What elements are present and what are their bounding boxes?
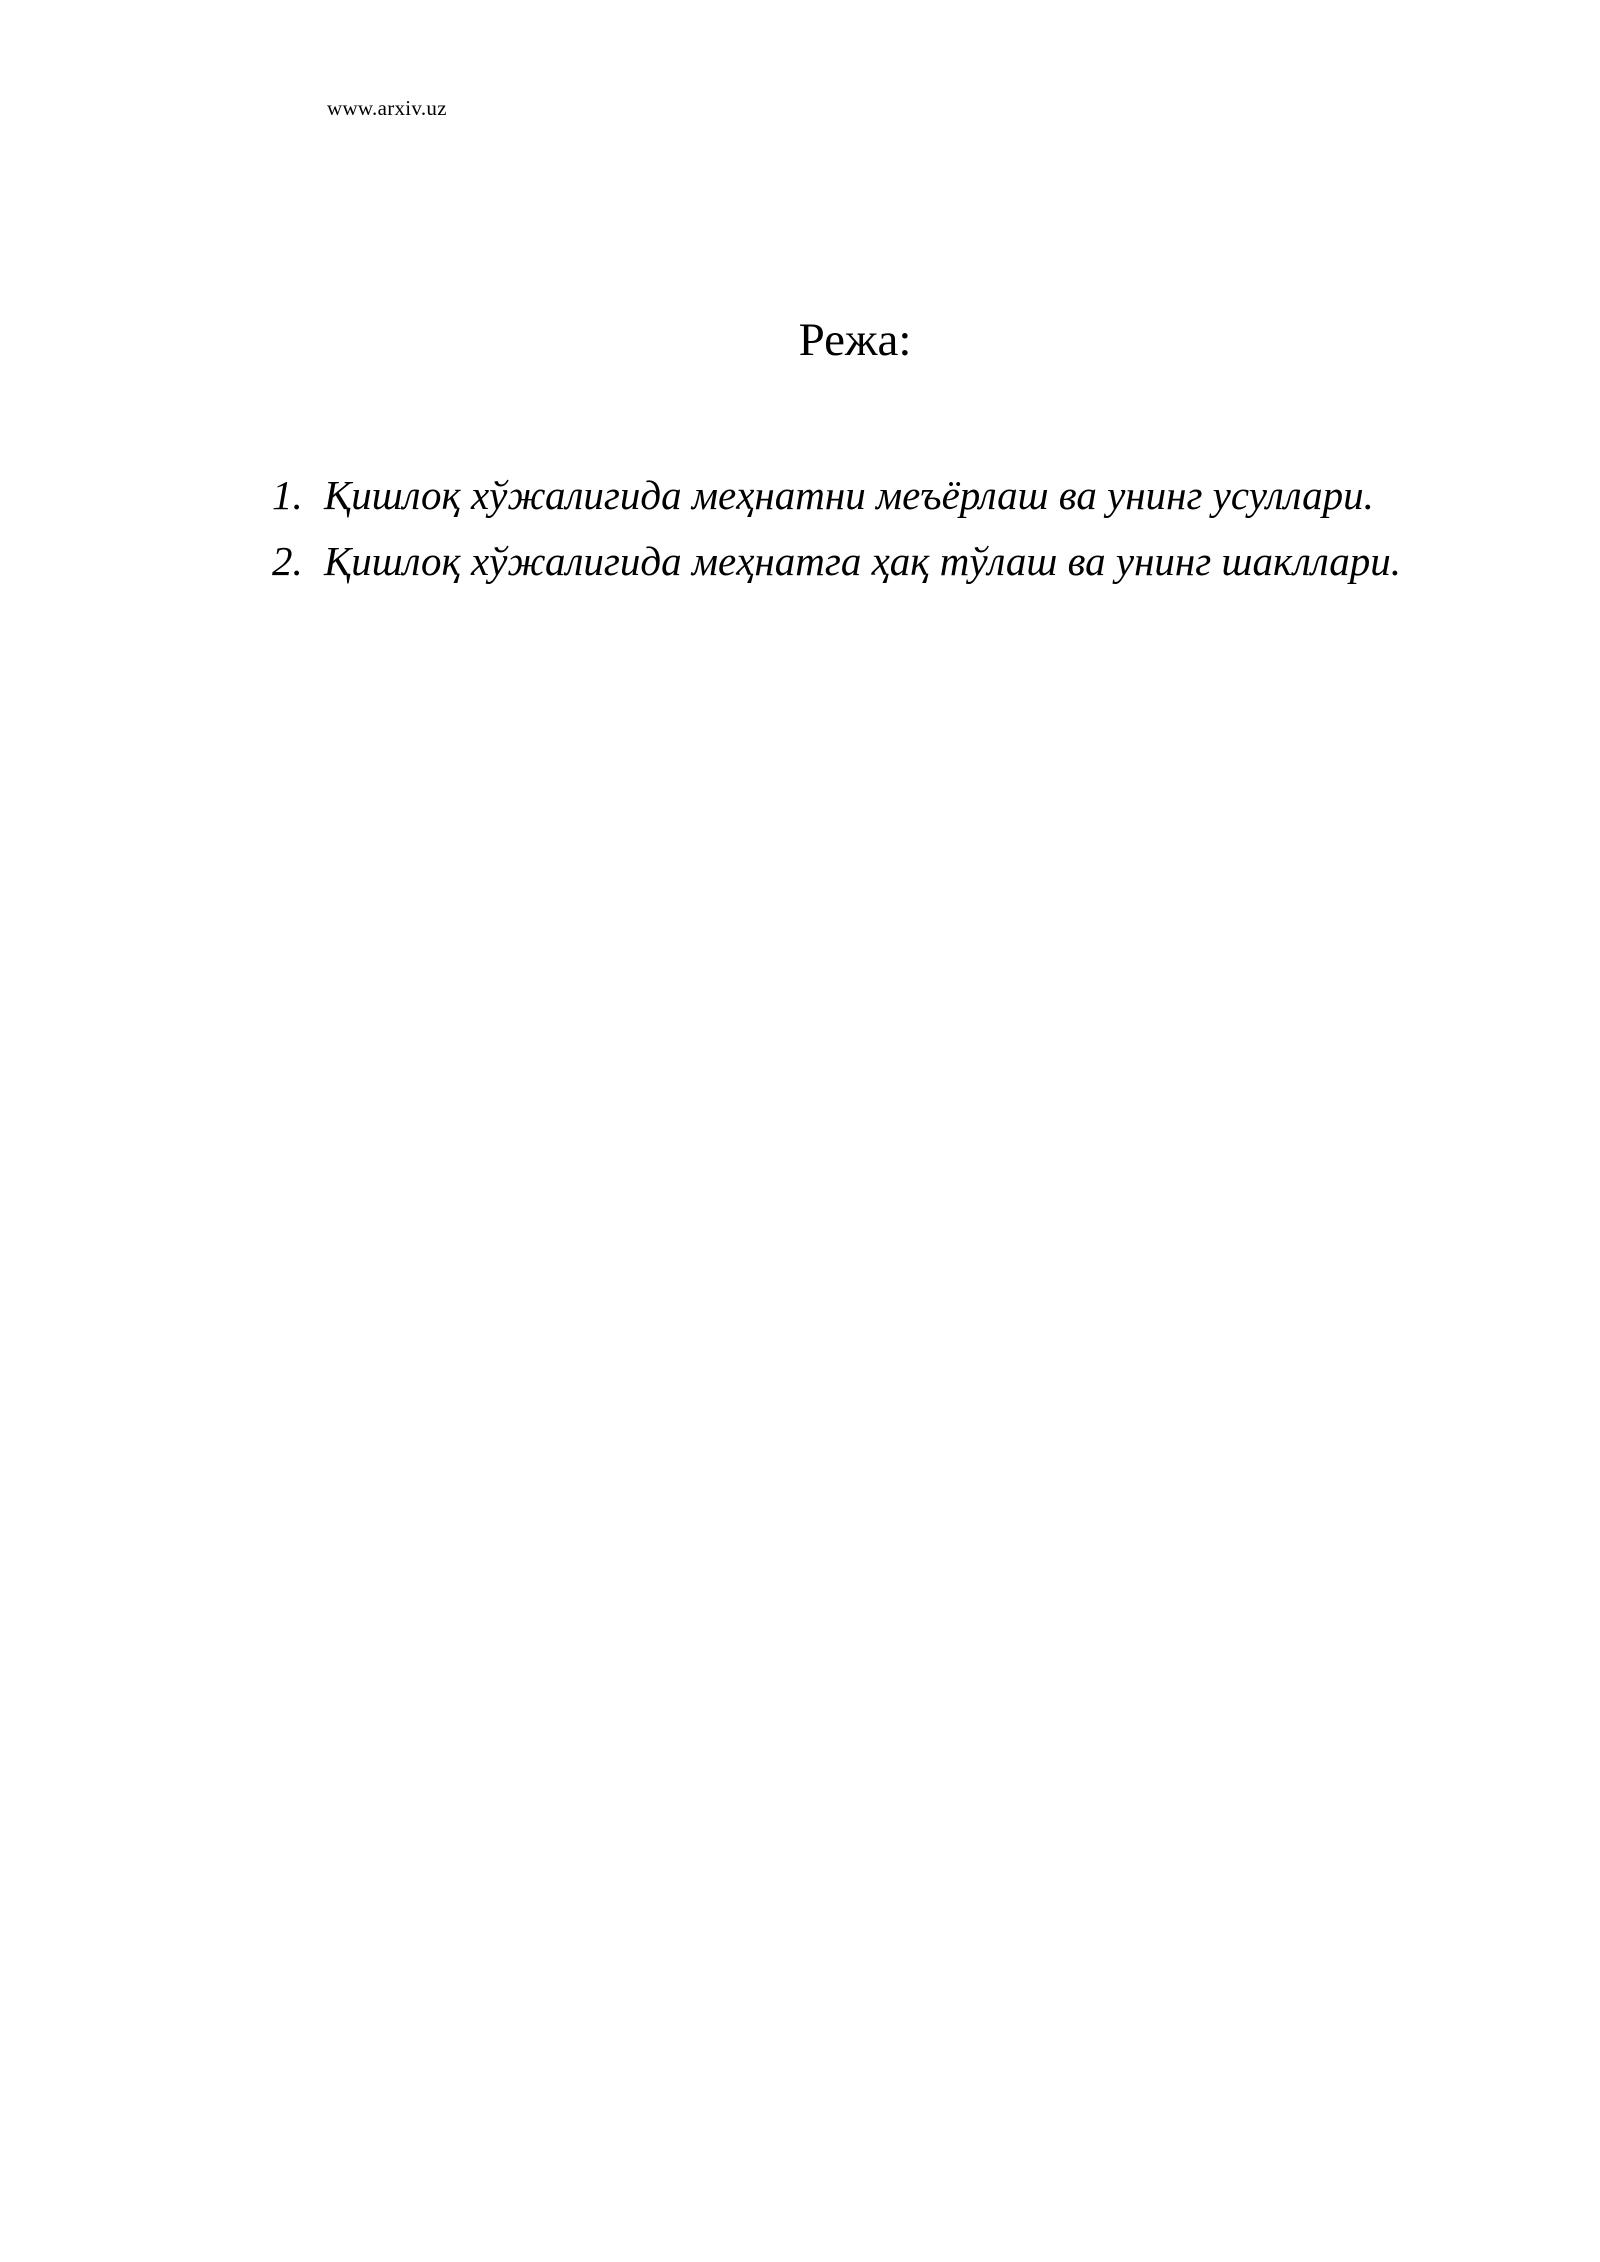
header-url: www.arxiv.uz bbox=[327, 96, 447, 120]
plan-item-text: Қишлоқ хўжалигида меҳнатни меъёрлаш ва унинг усуллари. bbox=[324, 472, 1374, 518]
plan-item-text: Қишлоқ хўжалигида меҳнатга ҳақ тўлаш ва унинг шакллари. bbox=[324, 538, 1401, 584]
plan-item bbox=[272, 462, 1401, 528]
plan-item-number: 1. bbox=[272, 472, 303, 518]
plan-item-number: 2. bbox=[272, 538, 303, 584]
plan-item bbox=[272, 528, 1401, 594]
plan-list bbox=[272, 462, 1401, 594]
plan-title: Режа: bbox=[798, 314, 912, 366]
